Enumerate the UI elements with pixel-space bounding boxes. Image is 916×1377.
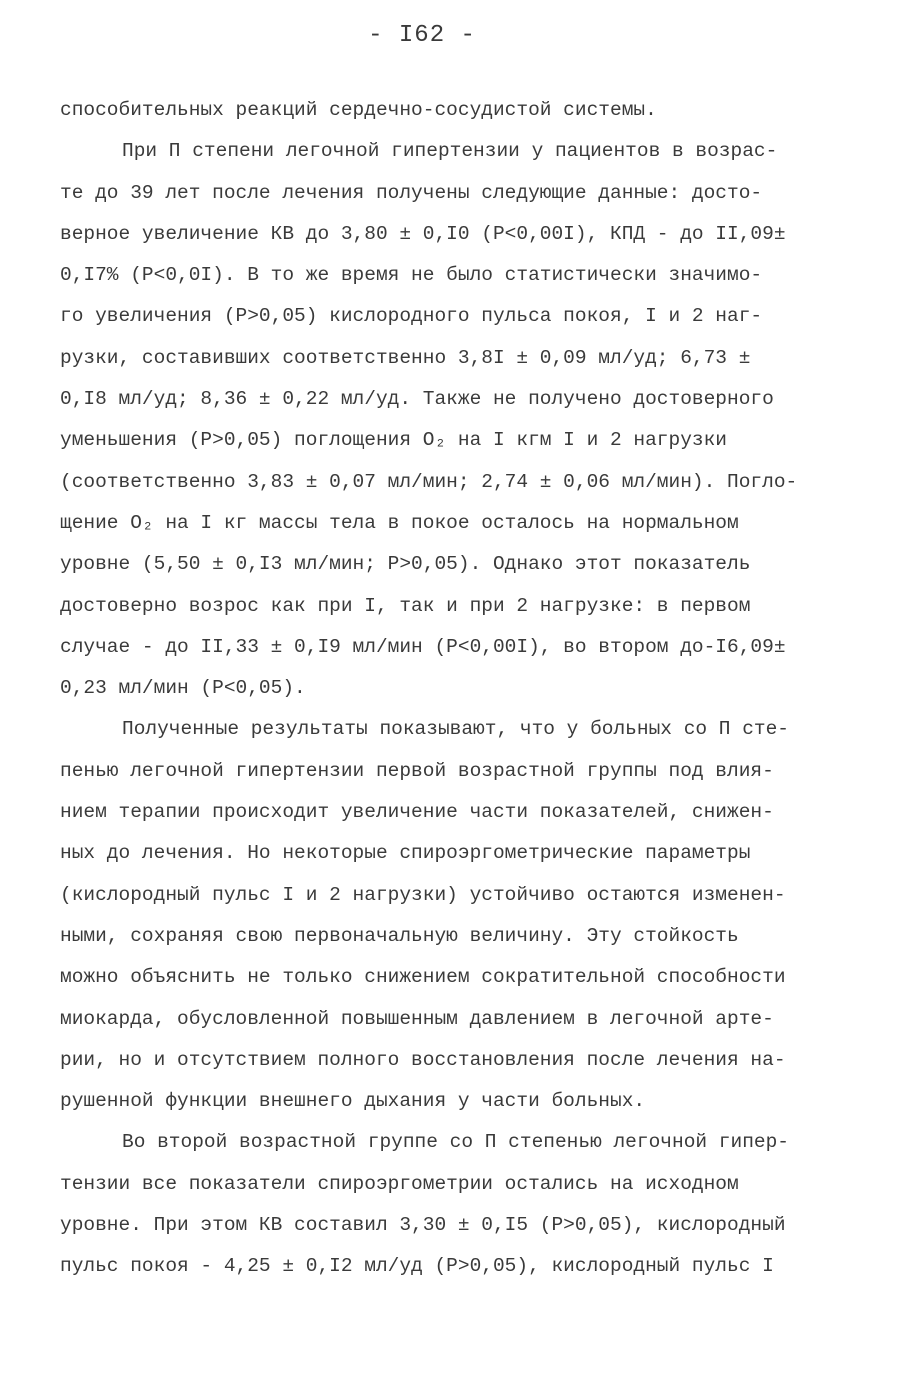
- text-line: рузки, составивших соответственно 3,8I ± 0,09 мл/уд; 6,73 ±: [60, 346, 751, 369]
- paragraph: [60, 709, 860, 1122]
- text-line: верное увеличение КВ до 3,80 ± 0,I0 (P<0,00I), КПД - до II,09±: [60, 222, 786, 245]
- paragraph: [60, 90, 860, 131]
- text-line: те до 39 лет после лечения получены следующие данные: досто-: [60, 181, 763, 204]
- text-line: пульс покоя - 4,25 ± 0,I2 мл/уд (P>0,05), кислородный пульс I: [60, 1255, 774, 1278]
- text-line: можно объяснить не только снижением сократительной способности: [60, 966, 786, 989]
- text-line: ных до лечения. Но некоторые спироэргометрические параметры: [60, 842, 751, 865]
- text-line: способительных реакций сердечно-сосудистой системы.: [60, 99, 657, 121]
- text-line: достоверно возрос как при I, так и при 2 нагрузке: в первом: [60, 594, 751, 617]
- text-line: 0,I8 мл/уд; 8,36 ± 0,22 мл/уд. Также не получено достоверного: [60, 388, 774, 411]
- text-line: рушенной функции внешнего дыхания у части больных.: [60, 1090, 646, 1113]
- text-line: случае - до II,33 ± 0,I9 мл/мин (P<0,00I), во втором до-I6,09±: [60, 635, 786, 658]
- text-line: 0,23 мл/мин (P<0,05).: [60, 677, 306, 700]
- text-line: (соответственно 3,83 ± 0,07 мл/мин; 2,74 ± 0,06 мл/мин). Погло-: [60, 470, 798, 493]
- text-line: миокарда, обусловленной повышенным давлением в легочной арте-: [60, 1007, 774, 1030]
- text-line: Во второй возрастной группе со П степенью легочной гипер-: [122, 1131, 790, 1154]
- text-line: рии, но и отсутствием полного восстановления после лечения на-: [60, 1048, 786, 1071]
- paragraph: [60, 131, 860, 709]
- text-line: При П степени легочной гипертензии у пациентов в возрас-: [122, 140, 778, 163]
- paragraph: [60, 1122, 860, 1287]
- body-text: [60, 90, 860, 1288]
- text-line: уменьшения (P>0,05) поглощения O₂ на I кгм I и 2 нагрузки: [60, 429, 728, 452]
- text-line: 0,I7% (P<0,0I). В то же время не было статистически значимо-: [60, 264, 763, 287]
- text-line: го увеличения (P>0,05) кислородного пульса покоя, I и 2 наг-: [60, 305, 763, 328]
- text-line: нием терапии происходит увеличение части показателей, снижен-: [60, 801, 774, 824]
- text-line: тензии все показатели спироэргометрии остались на исходном: [60, 1172, 739, 1195]
- text-line: ными, сохраняя свою первоначальную величину. Эту стойкость: [60, 924, 739, 947]
- text-line: (кислородный пульс I и 2 нагрузки) устойчиво остаются изменен-: [60, 883, 786, 906]
- text-line: уровне (5,50 ± 0,I3 мл/мин; P>0,05). Однако этот показатель: [60, 553, 751, 576]
- page-number: - I62 -: [368, 22, 476, 49]
- text-line: уровне. При этом КВ составил 3,30 ± 0,I5 (P>0,05), кислородный: [60, 1214, 786, 1237]
- text-line: Полученные результаты показывают, что у больных со П сте-: [122, 718, 790, 741]
- text-line: щение O₂ на I кг массы тела в покое осталось на нормальном: [60, 511, 739, 534]
- text-line: пенью легочной гипертензии первой возрастной группы под влия-: [60, 759, 774, 782]
